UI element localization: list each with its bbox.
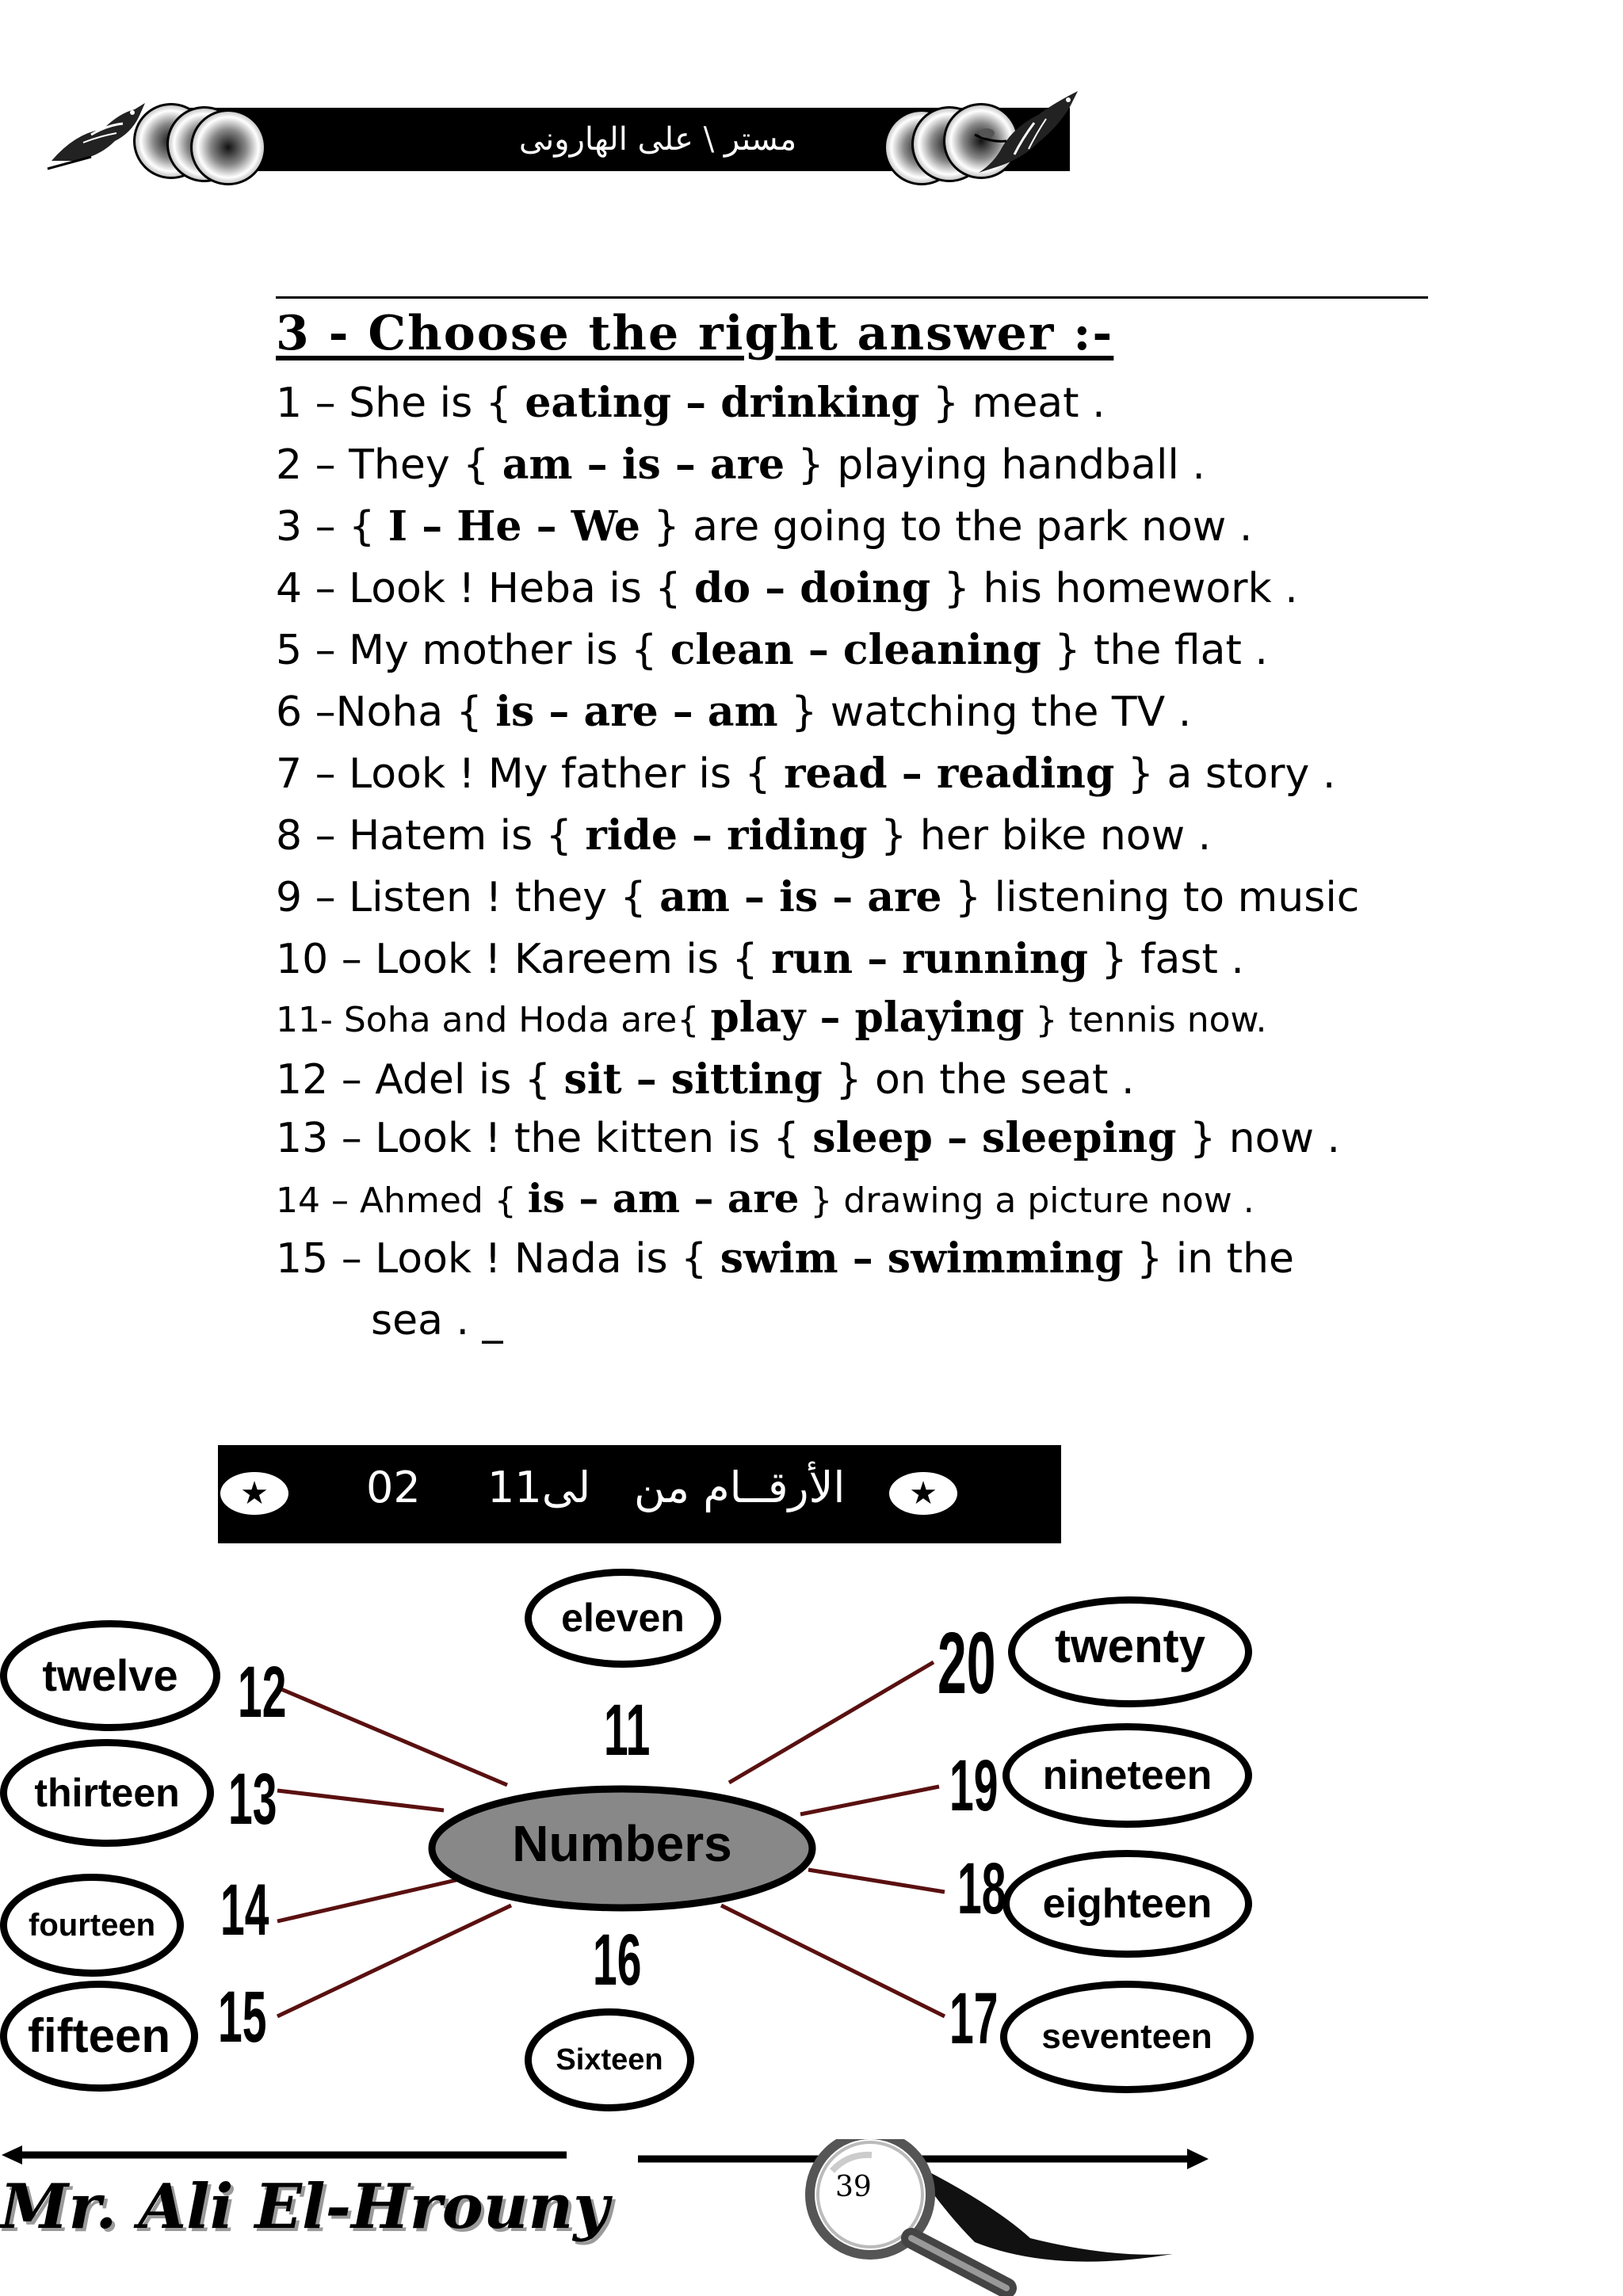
number-label-13: 13	[228, 1759, 277, 1840]
question: 12 – Adel is { sit – sitting } on the seat .	[276, 1055, 1135, 1104]
question: 13 – Look ! the kitten is { sleep – sleeping } now .	[276, 1114, 1341, 1162]
star-icon: ★	[220, 1472, 288, 1515]
connector-line	[808, 1870, 945, 1892]
connector-line	[277, 1879, 460, 1921]
header-title: مستر \ على الهارونى	[518, 121, 797, 158]
number-label-17: 17	[949, 1978, 999, 2059]
question-continuation: sea . _	[371, 1297, 503, 1344]
swoosh-shape	[911, 2163, 1173, 2262]
word-oval-thirteen: thirteen	[0, 1739, 214, 1847]
question: 8 – Hatem is { ride – riding } her bike now .	[276, 811, 1212, 860]
word-oval-twelve: twelve	[0, 1620, 220, 1731]
page-number: 39	[835, 2171, 872, 2203]
exercise-title: 3 - Choose the right answer :-	[276, 306, 1114, 361]
answer-options[interactable]: swim – swimming	[720, 1234, 1124, 1283]
answer-options[interactable]: is – are – am	[495, 688, 778, 736]
question: 7 – Look ! My father is { read – reading } a story .	[276, 749, 1336, 798]
banner-to-number: 02	[366, 1463, 421, 1512]
word-oval-sixteen: Sixteen	[525, 2008, 694, 2111]
answer-options[interactable]: play – playing	[710, 994, 1025, 1042]
question: 6 –Noha { is – are – am } watching the TV .	[276, 688, 1192, 736]
connector-line	[729, 1662, 934, 1783]
answer-options[interactable]: read – reading	[784, 749, 1115, 798]
answer-options[interactable]: am – is – are	[502, 441, 785, 489]
number-label-15: 15	[218, 1977, 267, 2058]
answer-options[interactable]: sleep – sleeping	[812, 1114, 1177, 1162]
answer-options[interactable]: eating – drinking	[525, 379, 920, 427]
question: 2 – They { am – is – are } playing handball .	[276, 441, 1205, 489]
word-oval-eighteen: eighteen	[1002, 1850, 1252, 1958]
question: 10 – Look ! Kareem is { run – running } fast .	[276, 935, 1244, 983]
answer-options[interactable]: clean – cleaning	[670, 626, 1041, 674]
number-label-11: 11	[604, 1690, 651, 1771]
word-oval-fifteen: fifteen	[0, 1981, 198, 2092]
banner-to-word: 11لى	[487, 1463, 591, 1512]
answer-options[interactable]: sit – sitting	[563, 1055, 823, 1104]
center-label: Numbers	[512, 1815, 732, 1872]
word-oval-twenty: twenty	[1008, 1596, 1252, 1707]
connector-line	[277, 1688, 507, 1785]
question: 15 – Look ! Nada is { swim – swimming } in the	[276, 1234, 1294, 1283]
question: 4 – Look ! Heba is { do – doing } his homework .	[276, 564, 1298, 612]
question: 9 – Listen ! they { am – is – are } listening to music	[276, 873, 1360, 921]
arrow-left-icon	[2, 2145, 22, 2164]
number-label-19: 19	[949, 1745, 999, 1826]
arrow-right-icon	[1187, 2149, 1209, 2169]
author-signature: Mr. Ali El-Hrouny	[0, 2171, 609, 2243]
connector-line	[277, 1905, 511, 2016]
answer-options[interactable]: run – running	[771, 935, 1089, 983]
answer-options[interactable]: is – am – are	[527, 1175, 800, 1222]
word-oval-nineteen: nineteen	[1002, 1723, 1252, 1828]
question: 14 – Ahmed { is – am – are } drawing a picture now .	[276, 1175, 1254, 1222]
connector-line	[800, 1787, 939, 1814]
number-label-16: 16	[593, 1920, 642, 2000]
word-oval-seventeen: seventeen	[1000, 1981, 1254, 2093]
question: 11- Soha and Hoda are{ play – playing } tennis now.	[276, 994, 1267, 1042]
number-label-14: 14	[220, 1870, 269, 1951]
question: 1 – She is { eating – drinking } meat .	[276, 379, 1106, 427]
number-label-18: 18	[957, 1848, 1006, 1929]
number-label-12: 12	[238, 1652, 287, 1733]
answer-options[interactable]: do – doing	[694, 564, 931, 612]
connector-line	[721, 1905, 945, 2016]
word-oval-eleven: eleven	[525, 1569, 721, 1668]
question: 5 – My mother is { clean – cleaning } the flat .	[276, 626, 1268, 674]
word-oval-fourteen: fourteen	[0, 1874, 184, 1977]
answer-options[interactable]: ride – riding	[585, 811, 868, 860]
question: 3 – { I – He – We } are going to the park now .	[276, 502, 1253, 551]
number-label-20: 20	[938, 1615, 996, 1712]
answer-options[interactable]: I – He – We	[388, 502, 640, 551]
answer-options[interactable]: am – is – are	[659, 873, 942, 921]
star-icon: ★	[889, 1472, 957, 1515]
connector-line	[277, 1791, 444, 1810]
banner-arabic-title: الأرقــام من	[634, 1463, 846, 1512]
